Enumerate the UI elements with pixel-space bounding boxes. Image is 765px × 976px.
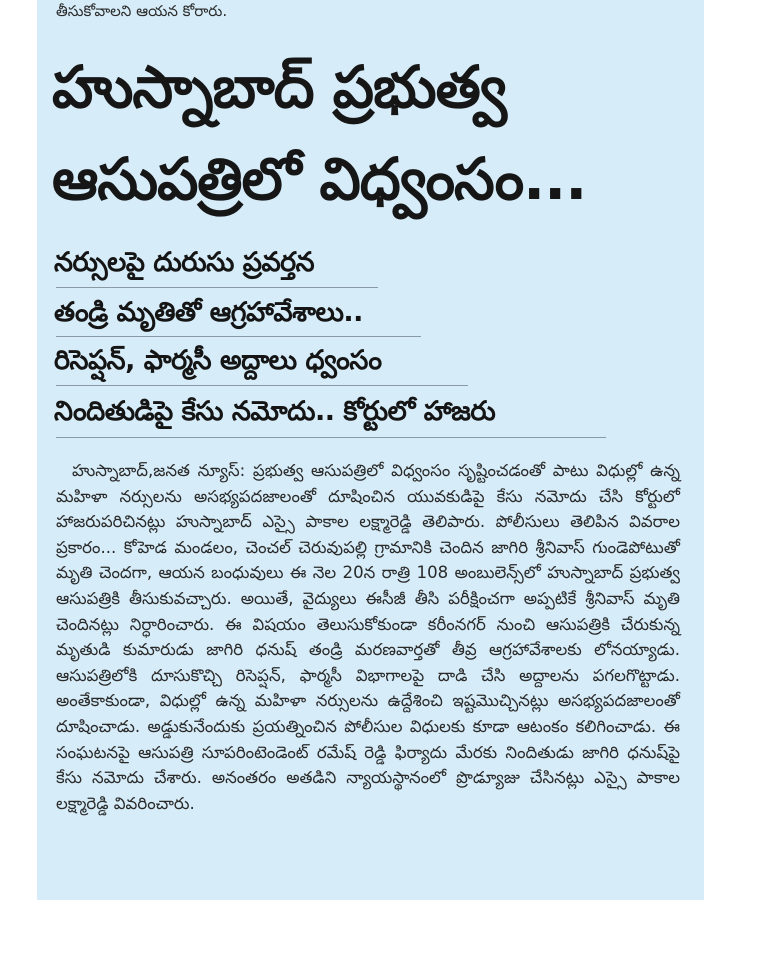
subheading-divider xyxy=(56,336,421,337)
subheading-3: రిసెప్షన్, ఫార్మసీ అద్దాలు ధ్వంసం xyxy=(54,345,382,376)
subheading-2: తండ్రి మృతితో ఆగ్రహావేశాలు.. xyxy=(54,297,363,328)
previous-article-tail: తీసుకోవాలని ఆయన కోరారు. xyxy=(56,2,228,20)
subheading-divider xyxy=(56,437,606,438)
body-paragraph: హుస్నాబాద్,జనత న్యూస్: ప్రభుత్వ ఆసుపత్రిలో విధ్వంసం సృష్టించడంతో పాటు విధుల్లో ఉన్న మహిళా నర్సులను అసభ్యపదజాలంతో దూషించిన యువకుడిపై కేసు నమోదు చేసి కోర్టులో హాజరుపరిచినట్లు హుస్నాబాద్ ఎస్సై పాకాల లక్ష్మారెడ్డి తెలిపారు. పోలీసులు తెలిపిన వివరాల ప్రకారం... కోహెడ మండలం, చెంచల్ చెరువుపల్లి గ్రామానికి చెందిన జాగిరి శ్రీనివాస్ గుండెపోటుతో మృతి చెందగా, ఆయన బంధువులు ఈ నెల 20న రాత్రి 108 అంబులెన్స్‌లో హుస్నాబాద్ ప్రభుత్వ ఆసుపత్రికి తీసుకువచ్చారు. అయితే, వైద్యులు ఈసీజీ తీసి పరీక్షించగా అప్పటికే శ్రీనివాస్ మృతి చెందినట్లు నిర్ధారించారు. ఈ విషయం తెలుసుకోకుండా కరీంనగర్ నుంచి ఆసుపత్రికి చేరుకున్న మృతుడి కుమారుడు జాగిరి ధనుష్ తండ్రి మరణవార్తతో తీవ్ర ఆగ్రహావేశాలకు లోనయ్యాడు. ఆసుపత్రిలోకి దూసుకొచ్చి రిసెప్షన్, ఫార్మసీ విభాగాలపై దాడి చేసి అద్దాలను పగలగొట్టాడు. అంతేకాకుండా, విధుల్లో ఉన్న మహిళా నర్సులను ఉద్దేశించి ఇష్టమొచ్చినట్లు అసభ్యపదజాలంతో దూషించాడు. అడ్డుకునేందుకు ప్రయత్నించిన పోలీసుల విధులకు కూడా ఆటంకం కలిగించాడు. ఈ సంఘటనపై ఆసుపత్రి సూపరింటెండెంట్ రమేష్ రెడ్డి ఫిర్యాదు మేరకు నిందితుడు జాగిరి ధనుష్‌పై కేసు నమోదు చేశారు. అనంతరం అతడిని న్యాయస్థానంలో ప్రొడ్యూజు చేసినట్లు ఎస్సై పాకాల లక్ష్మారెడ్డి వివరించారు. xyxy=(56,461,680,813)
subheading-4: నిందితుడిపై కేసు నమోదు.. కోర్టులో హాజరు xyxy=(54,396,496,427)
subheading-divider xyxy=(56,287,378,288)
subheading-1: నర్సులపై దురుసు ప్రవర్తన xyxy=(54,247,315,278)
headline-line-1: హుస్నాబాద్ ప్రభుత్వ xyxy=(52,53,506,121)
headline-line-2: ఆసుపత్రిలో విధ్వంసం... xyxy=(52,145,587,213)
subheading-divider xyxy=(56,385,468,386)
article-body xyxy=(56,458,680,816)
